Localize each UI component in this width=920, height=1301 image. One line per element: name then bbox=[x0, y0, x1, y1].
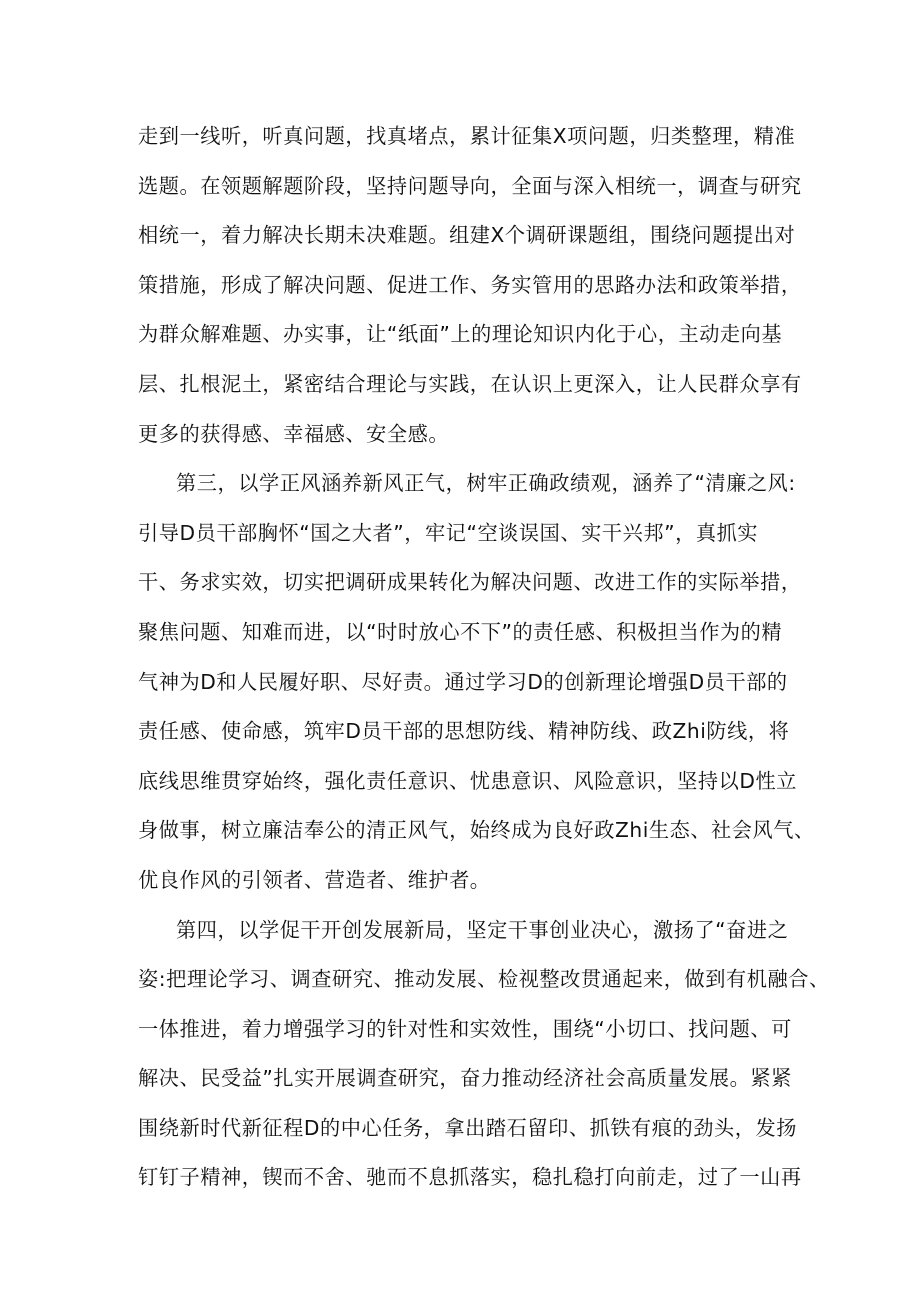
text-line: 解决、民受益”扎实开展调查研究，奋力推动经济社会高质量发展。紧紧 bbox=[138, 1066, 792, 1091]
text-line: 围绕新时代新征程D的中心任务，拿出踏石留印、抓铁有痕的劲头，发扬 bbox=[138, 1115, 797, 1140]
text-line: 底线思维贯穿始终，强化责任意识、忧患意识、风险意识，坚持以D性立 bbox=[138, 768, 797, 793]
paragraph-start-line: 第四，以学促干开创发展新局，坚定干事创业决心，激扬了“奋进之 bbox=[176, 917, 789, 942]
text-line: 更多的获得感、幸福感、安全感。 bbox=[138, 421, 450, 446]
text-line: 姿:把理论学习、调查研究、推动发展、检视整改贯通起来，做到有机融合、 bbox=[138, 967, 830, 992]
text-line: 引导D员干部胸怀“国之大者”，牢记“空谈误国、实干兴邦”，真抓实 bbox=[138, 520, 759, 545]
text-line: 聚焦问题、知难而进，以“时时放心不下”的责任感、积极担当作为的精 bbox=[138, 619, 783, 644]
paragraph-start-line: 第三，以学正风涵养新风正气，树牢正确政绩观，涵养了“清廉之风: bbox=[176, 471, 796, 496]
text-line: 一体推进，着力增强学习的针对性和实效性，围绕“小切口、找问题、可 bbox=[138, 1016, 792, 1041]
text-line: 干、务求实效，切实把调研成果转化为解决问题、改进工作的实际举措， bbox=[138, 570, 802, 595]
text-line: 走到一线听，听真问题，找真堵点，累计征集X项问题，归类整理，精准 bbox=[138, 124, 796, 148]
text-line: 气神为D和人民履好职、尽好责。通过学习D的创新理论增强D员干部的 bbox=[138, 669, 788, 694]
text-line: 身做事，树立廉洁奉公的清正风气，始终成为良好政Zhi生态、社会风气、 bbox=[138, 818, 815, 843]
text-line: 为群众解难题、办实事，让“纸面”上的理论知识内化于心，主动走向基 bbox=[138, 322, 783, 347]
text-line: 钉钉子精神，锲而不舍、驰而不息抓落实，稳扎稳打向前走，过了一山再 bbox=[138, 1165, 802, 1190]
text-line: 策措施，形成了解决问题、促进工作、务实管用的思路办法和政策举措， bbox=[138, 272, 802, 297]
text-line: 优良作风的引领者、营造者、维护者。 bbox=[138, 867, 491, 892]
text-line: 选题。在领题解题阶段，坚持问题导向，全面与深入相统一，调查与研究 bbox=[138, 173, 802, 198]
text-line: 责任感、使命感，筑牢D员干部的思想防线、精神防线、政Zhi防线，将 bbox=[138, 719, 790, 744]
document-body bbox=[138, 112, 830, 1203]
text-line: 层、扎根泥土，紧密结合理论与实践，在认识上更深入，让人民群众享有 bbox=[138, 371, 802, 396]
text-line: 相统一，着力解决长期未决难题。组建X个调研课题组，围绕问题提出对 bbox=[138, 223, 796, 248]
